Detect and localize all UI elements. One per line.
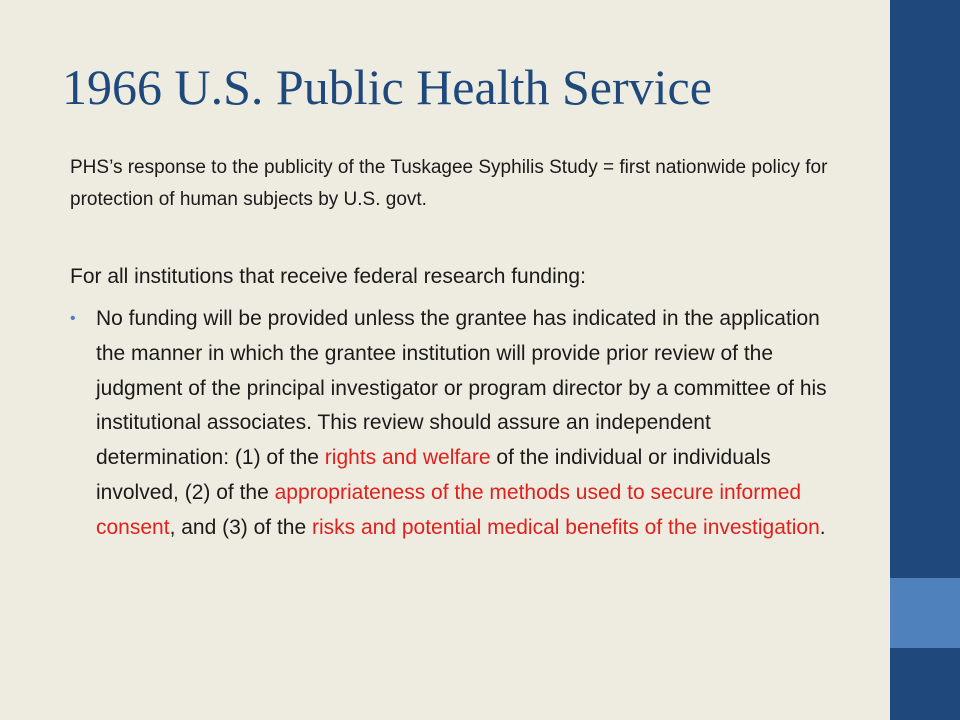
bullet-item xyxy=(70,302,840,546)
bullet-list xyxy=(70,302,840,546)
bullet-text: , and (3) of the xyxy=(169,515,312,539)
highlight-risks-benefits: risks and potential medical benefits of the investigation xyxy=(311,515,820,539)
bullet-text: . xyxy=(819,515,826,539)
lead-paragraph: For all institutions that receive federal research funding: xyxy=(70,265,586,288)
bullet-text: of the individual or individuals involved, (2) of the xyxy=(96,446,771,504)
highlight-rights-welfare: rights and welfare xyxy=(324,446,491,470)
bullet-marker-icon: • xyxy=(70,310,76,327)
slide-title: 1966 U.S. Public Health Service xyxy=(62,59,712,115)
intro-paragraph: PHS’s response to the publicity of the Tuskagee Syphilis Study = first nationwide policy for protection of human subjects by U.S. govt. xyxy=(70,157,828,210)
highlight-informed-consent: appropriateness of the methods used to secure informed consent xyxy=(96,480,802,539)
sidebar-accent-block xyxy=(890,578,960,648)
bullet-text: No funding will be provided unless the grantee has indicated in the application the manner in which the grantee institution will provide prior review of the judgment of the principal investigator or program director by a committee of his institutional associates. This review should assure an independent determination: (1) of the xyxy=(96,307,827,470)
